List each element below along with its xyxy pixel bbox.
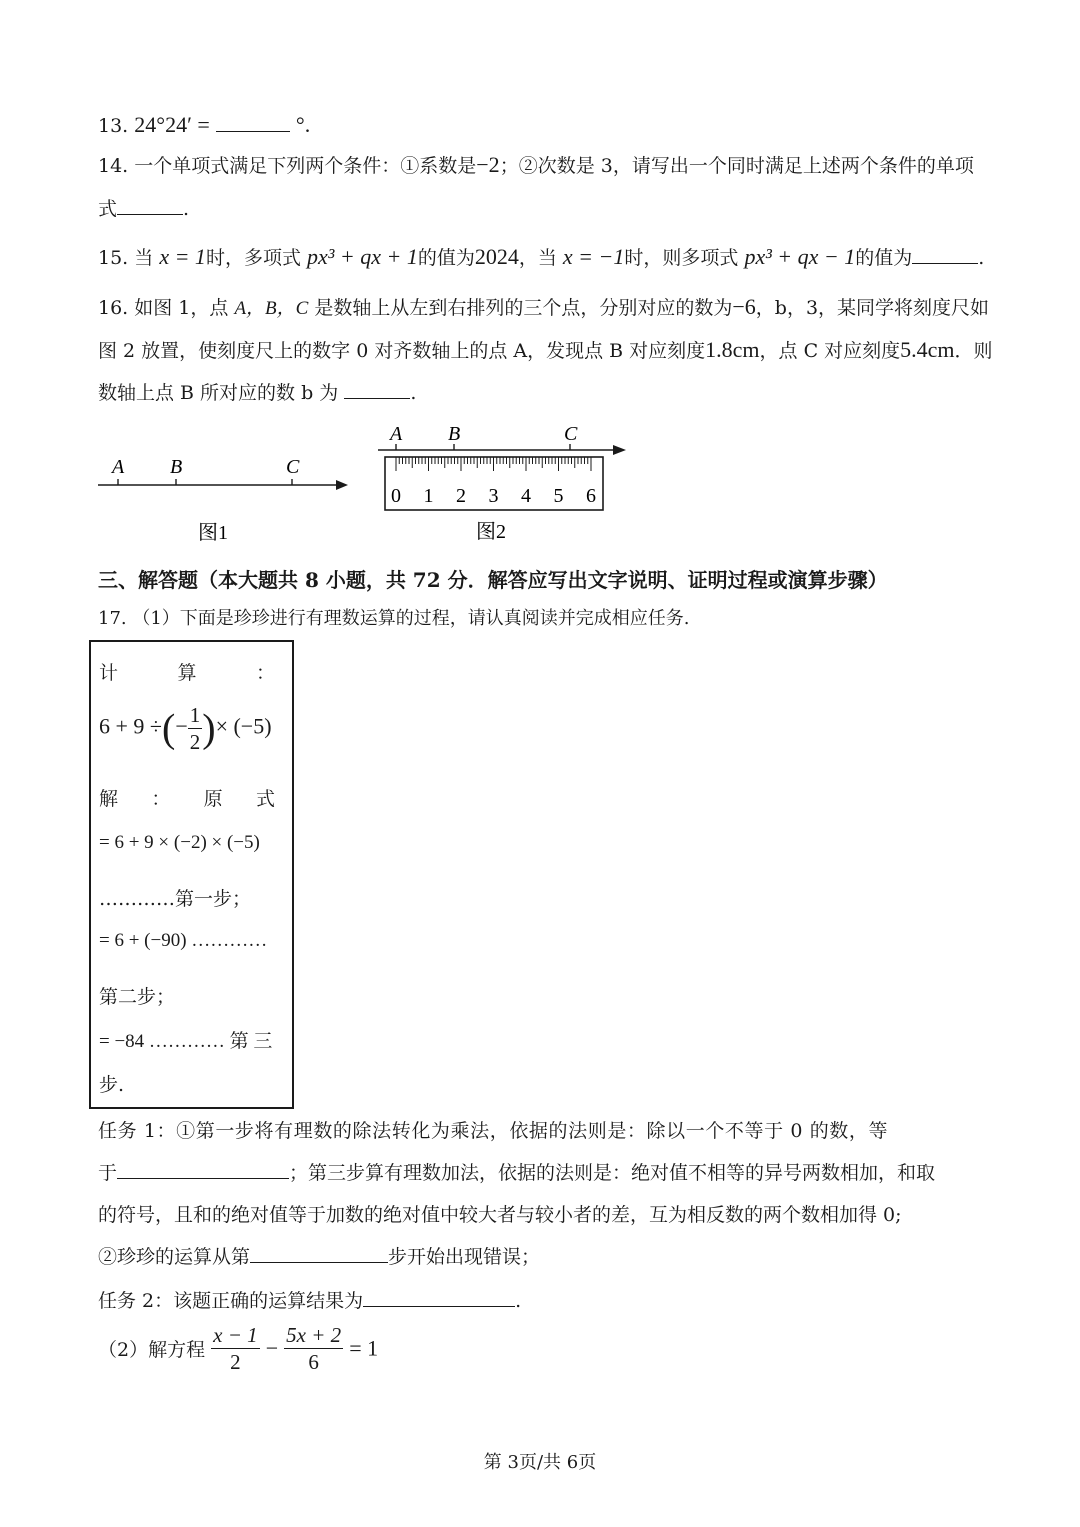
frac1-num: x − 1 [213, 1323, 258, 1347]
task-1-line-1: 任务 1：①第一步将有理数的除法转化为乘法，依据的法则是：除以一个不等于 0 的数，等 [98, 1120, 889, 1142]
q14-period: . [183, 198, 190, 220]
step-3-label: 步. [99, 1074, 125, 1096]
right-paren: ) [202, 705, 216, 751]
calc-char-2: 算 [177, 662, 197, 684]
question-16-line-2 [98, 337, 993, 364]
question-14-line-1 [98, 152, 974, 179]
fig2-label-b: B [448, 423, 461, 445]
q15-polynomial-2: px³ + qx − 1 [744, 244, 856, 269]
box-expression: 6 + 9 ÷(− $\frac{1}{2}$ )× (−5) [99, 703, 272, 754]
q15-condition-1: x = 1 [159, 244, 206, 269]
step-3-expression: = −84 ………… 第 三 [99, 1031, 273, 1052]
figure-2-ruler [372, 420, 634, 550]
q16-value: −6 [732, 294, 756, 319]
question-16-line-1 [98, 294, 989, 322]
fig1-label-a: A [112, 456, 125, 478]
equation-fraction-2 [284, 1322, 343, 1375]
q15-text-1: 15. 当 [98, 247, 154, 269]
q16-text-2: 是数轴上从左到右排列的三个点，分别对应的数为 [308, 297, 733, 319]
part-2-equation [98, 1322, 378, 1375]
fig2-label-c: C [564, 423, 578, 445]
task1-text-d: 步开始出现错误； [388, 1246, 541, 1268]
q16-period: . [410, 382, 417, 404]
step-1-expression: = 6 + 9 × (−2) × (−5) [99, 832, 260, 853]
ruler-number: 6 [586, 485, 596, 507]
q15-text-6: 的值为 [855, 247, 913, 269]
expr-part-a: 6 + 9 ÷ [99, 713, 162, 739]
box-calc-label [99, 658, 275, 685]
q16-text-6: ．则 [954, 340, 993, 362]
q16-points: A，B，C [234, 298, 309, 319]
q13-answer-blank[interactable] [216, 113, 290, 132]
box-solution-label [99, 784, 275, 811]
fig2-label-a: A [390, 423, 403, 445]
fraction-half [188, 702, 203, 755]
task2-text: 任务 2：该题正确的运算结果为 [98, 1290, 364, 1312]
q13-unit: °. [295, 112, 311, 137]
sol-char-3: 原 [203, 788, 223, 810]
q13-expression: 24°24′ = [134, 112, 210, 137]
task-2 [98, 1288, 521, 1314]
q16-measure-c: 5.4cm [900, 337, 955, 362]
fig1-label-c: C [286, 456, 300, 478]
error-step-blank[interactable] [250, 1244, 388, 1263]
q13-number: 13. [98, 115, 129, 137]
task1-text-a: 于 [98, 1162, 118, 1184]
fig1-caption: 图1 [198, 522, 228, 544]
question-15 [98, 244, 984, 271]
q17-intro: 17. （1）下面是珍珍进行有理数运算的过程，请认真阅读并完成相应任务. [98, 608, 690, 629]
frac1-den: 2 [230, 1350, 241, 1374]
calc-char-1: 计 [99, 662, 119, 684]
ruler-number: 0 [391, 485, 401, 507]
q15-period: . [978, 247, 985, 269]
q16-text-5: ，点 C 对应刻度 [759, 340, 901, 362]
task-1-line-3: 的符号，且和的绝对值等于加数的绝对值中较大者与较小者的差，互为相反数的两个数相加得 0; [98, 1204, 902, 1226]
result-blank[interactable] [363, 1288, 515, 1307]
q16-text-4: 图 2 放置，使刻度尺上的数字 0 对齐数轴上的点 A，发现点 B 对应刻度 [98, 340, 706, 362]
left-paren: ( [161, 705, 176, 751]
part2-label: （2）解方程 [98, 1339, 206, 1361]
calc-char-3: ： [255, 662, 275, 684]
frac-den: 2 [189, 730, 201, 754]
ruler-ticks [396, 457, 591, 471]
task1-answer-blank[interactable] [117, 1160, 289, 1179]
ruler-number: 4 [521, 485, 531, 507]
equation-minus: − [265, 1335, 279, 1361]
q15-answer-blank[interactable] [912, 245, 978, 264]
task1-text-b: ；第三步算有理数加法，依据的法则是：绝对值不相等的异号两数相加，和取 [289, 1162, 936, 1184]
q15-value: 2024 [474, 244, 519, 269]
step-1-label: …………第一步； [99, 888, 252, 910]
q15-polynomial-1: px³ + qx + 1 [307, 244, 418, 269]
q16-text-3: ，b，3，某同学将刻度尺如 [755, 297, 990, 319]
figure-1-number-line [90, 445, 360, 555]
q15-text-5: 时，则多项式 [624, 247, 739, 269]
q16-text-1: 16. 如图 1，点 [98, 297, 235, 319]
sol-char-2: ： [151, 788, 171, 810]
frac2-num: 5x + 2 [286, 1323, 342, 1347]
fig2-caption: 图2 [476, 521, 506, 543]
q14-text-3: 式 [98, 198, 118, 220]
step-2-expression: = 6 + (−90) ………… [99, 930, 268, 951]
expr-part-b: × (−5) [215, 713, 272, 739]
frac-num: 1 [189, 703, 201, 727]
q14-text-2: ；②次数是 3，请写出一个同时满足上述两个条件的单项 [499, 155, 974, 177]
task-1-line-2 [98, 1160, 935, 1186]
question-13 [98, 112, 310, 139]
task2-period: . [515, 1290, 522, 1312]
q15-condition-2: x = −1 [562, 244, 625, 269]
q16-text-7: 数轴上点 B 所对应的数 b 为 [98, 382, 339, 404]
calculation-box [89, 640, 294, 1109]
section-3-heading: 三、解答题（本大题共 8 小题，共 72 分．解答应写出文字说明、证明过程或演算步骤） [98, 568, 888, 592]
ruler-number: 1 [423, 485, 434, 507]
frac2-den: 6 [308, 1350, 319, 1374]
q15-text-2: 时，多项式 [205, 247, 301, 269]
q14-answer-blank[interactable] [117, 196, 183, 215]
ruler-number: 2 [456, 485, 466, 507]
step-2-label: 第二步； [99, 986, 176, 1008]
q14-text: 14. 一个单项式满足下列两个条件：①系数是 [98, 155, 477, 177]
sol-char-4: 式 [255, 788, 275, 810]
equation-rhs: = 1 [349, 1335, 379, 1361]
q16-answer-blank[interactable] [344, 380, 410, 399]
task1-text-c: ②珍珍的运算从第 [98, 1246, 251, 1268]
ruler-number: 5 [553, 485, 564, 507]
task-1-line-4 [98, 1244, 540, 1270]
page-footer: 第 3页/共 6页 [483, 1452, 597, 1473]
sol-char-1: 解 [99, 788, 119, 810]
q15-text-3: 的值为 [417, 247, 475, 269]
q16-measure-b: 1.8cm [705, 337, 760, 362]
question-16-line-3 [98, 380, 416, 406]
question-14-line-2 [98, 196, 189, 222]
equation-fraction-1 [211, 1322, 260, 1375]
q14-coefficient: −2 [476, 152, 500, 177]
ruler-number: 3 [488, 485, 499, 507]
fig1-label-b: B [170, 456, 183, 478]
q15-text-4: ，当 [518, 247, 557, 269]
ruler-numbers [391, 485, 596, 507]
